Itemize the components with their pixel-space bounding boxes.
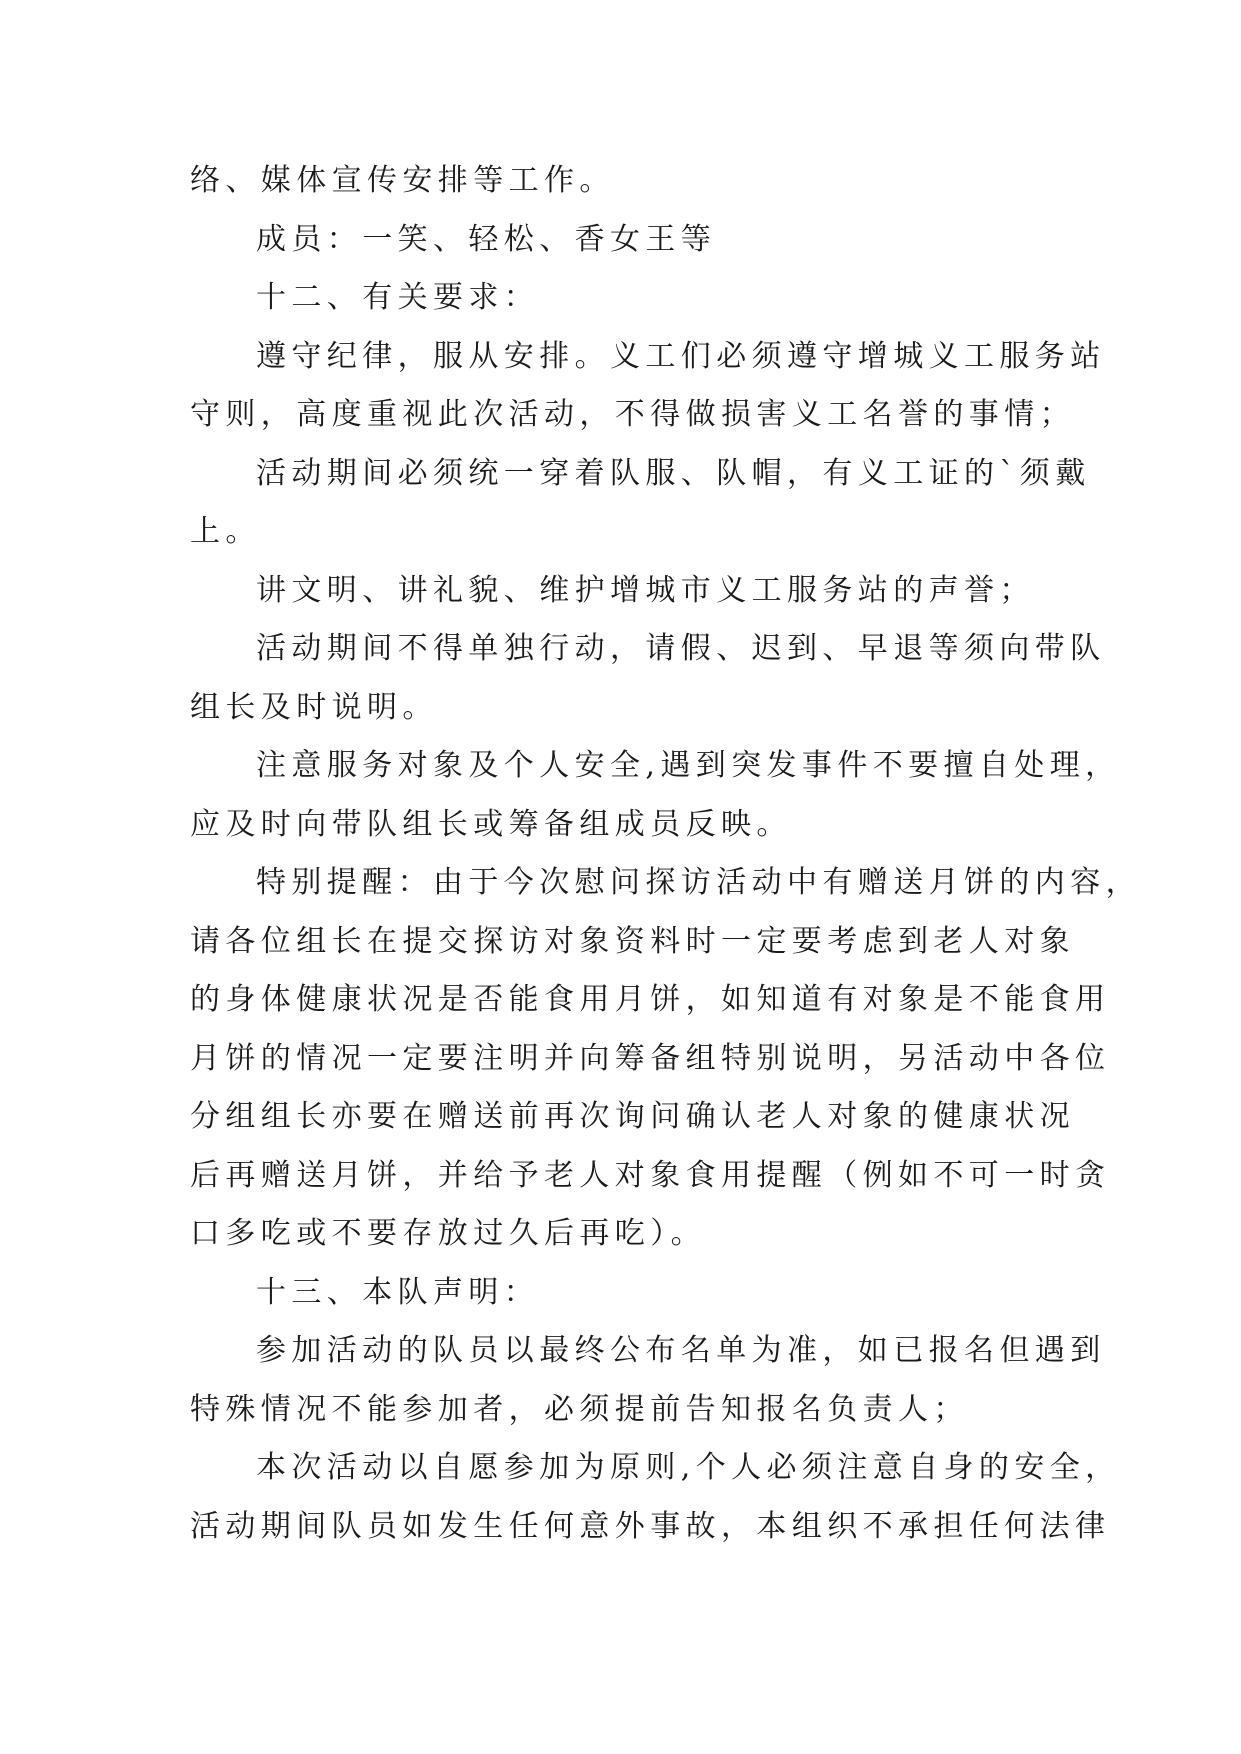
section-heading: 十二、有关要求： bbox=[256, 280, 540, 315]
text-line: 组长及时说明。 bbox=[190, 689, 438, 725]
text-line: 上。 bbox=[190, 514, 261, 549]
text-line: 注意服务对象及个人安全,遇到突发事件不要擅自处理， bbox=[256, 748, 1121, 783]
section-heading: 十三、本队声明： bbox=[256, 1274, 540, 1310]
text-line: 应及时向带队组长或筹备组成员反映。 bbox=[190, 806, 792, 842]
text-line: 月饼的情况一定要注明并向筹备组特别说明，另活动中各位 bbox=[190, 1040, 1111, 1076]
text-line: 活动期间必须统一穿着队服、队帽，有义工证的`须戴 bbox=[256, 455, 1091, 491]
text-line: 本次活动以自愿参加为原则,个人必须注意自身的安全， bbox=[256, 1450, 1121, 1485]
text-line: 参加活动的队员以最终公布名单为准，如已报名但遇到 bbox=[256, 1333, 1106, 1368]
text-line: 讲文明、讲礼貌、维护增城市义工服务站的声誉； bbox=[256, 572, 1035, 608]
text-line: 特别提醒：由于今次慰问探访活动中有赠送月饼的内容， bbox=[256, 865, 1141, 900]
text-line: 活动期间不得单独行动，请假、迟到、早退等须向带队 bbox=[256, 631, 1106, 666]
text-line: 络、媒体宣传安排等工作。 bbox=[190, 163, 615, 198]
text-line: 后再赠送月饼，并给予老人对象食用提醒（例如不可一时贪 bbox=[190, 1157, 1111, 1193]
text-line: 口多吃或不要存放过久后再吃）。 bbox=[190, 1216, 706, 1251]
text-line: 成员：一笑、轻松、香女王等 bbox=[256, 221, 717, 257]
text-line: 活动期间队员如发生任何意外事故，本组织不承担任何法律 bbox=[190, 1508, 1111, 1544]
text-line: 的身体健康状况是否能食用月饼，如知道有对象是不能食用 bbox=[190, 982, 1111, 1017]
text-line: 遵守纪律，服从安排。义工们必须遵守增城义工服务站 bbox=[256, 338, 1106, 374]
text-line: 请各位组长在提交探访对象资料时一定要考虑到老人对象 bbox=[190, 923, 1075, 959]
text-line: 守则，高度重视此次活动，不得做损害义工名誉的事情； bbox=[190, 397, 1075, 432]
text-line: 特殊情况不能参加者，必须提前告知报名负责人； bbox=[190, 1391, 969, 1427]
document-body bbox=[190, 152, 1141, 1556]
text-line: 分组组长亦要在赠送前再次询问确认老人对象的健康状况 bbox=[190, 1099, 1075, 1134]
